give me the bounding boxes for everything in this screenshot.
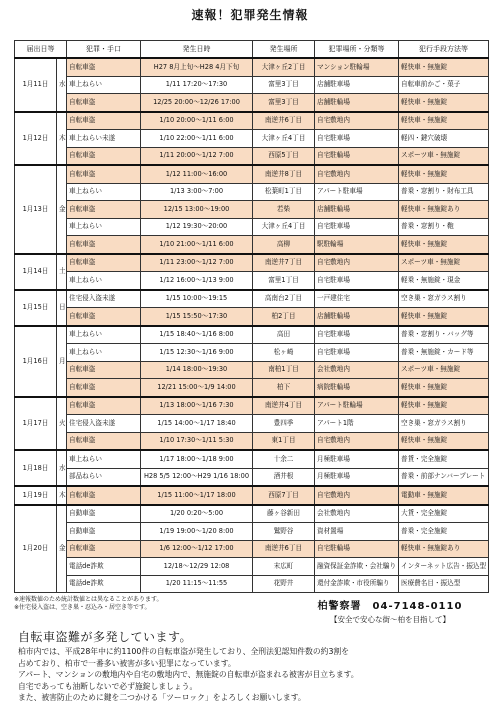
occurrence-place: 南逆井8丁目	[253, 165, 315, 183]
occurrence-place: 十余二	[253, 450, 315, 468]
day-of-week: 金	[57, 165, 67, 254]
crime-type: 自転車盗	[67, 94, 141, 112]
crime-type: 車上ねらい	[67, 326, 141, 344]
method: 電動車・無施錠	[399, 486, 489, 505]
occurrence-time: 1/12 16:00〜1/13 9:00	[141, 272, 253, 290]
report-date: 1月19日	[15, 486, 57, 505]
method: 軽快車・無施錠	[399, 379, 489, 397]
header-place: 発生場所	[253, 41, 315, 59]
crime-type: 自転車盗	[67, 165, 141, 183]
day-of-week: 木	[57, 112, 67, 166]
crime-type: 自転車盗	[67, 379, 141, 397]
table-row	[15, 112, 489, 130]
method: 普乗・窓割り・バッグ等	[399, 326, 489, 344]
crime-type: 自転車盗	[67, 254, 141, 272]
method: 軽快車・無施錠あり	[399, 201, 489, 219]
method: スポーツ車・無施錠	[399, 254, 489, 272]
police-phone: 柏警察署 04-7148-0110	[317, 601, 463, 612]
location-category: 自宅駐車場	[315, 272, 399, 290]
occurrence-time: 1/10 22:00〜1/11 6:00	[141, 130, 253, 148]
report-date: 1月13日	[15, 165, 57, 254]
crime-type: 車上ねらい	[67, 450, 141, 468]
table-row	[15, 76, 489, 94]
location-category: 自宅駐輪場	[315, 540, 399, 558]
occurrence-time: 1/15 18:40〜1/16 8:00	[141, 326, 253, 344]
location-category: 会社敷地内	[315, 361, 399, 379]
occurrence-place: 柏2丁目	[253, 308, 315, 326]
occurrence-place: 西原7丁目	[253, 486, 315, 505]
method: 軽四・鍵穴破壊	[399, 130, 489, 148]
day-of-week: 木	[57, 486, 67, 505]
notice-line: また、被害防止のために鍵を二つかける「ツーロック」をよろしくお願いします。	[18, 693, 306, 702]
occurrence-place: 藤ヶ谷新田	[253, 505, 315, 523]
occurrence-time: 1/19 19:00〜1/20 8:00	[141, 523, 253, 541]
table-row	[15, 94, 489, 112]
table-row	[15, 558, 489, 576]
table-row	[15, 201, 489, 219]
occurrence-place: 大津ヶ丘4丁目	[253, 130, 315, 148]
method: 軽快車・無施錠	[399, 112, 489, 130]
crime-type: 自転車盗	[67, 201, 141, 219]
occurrence-time: 12/18〜12/29 12:08	[141, 558, 253, 576]
crime-type: 住宅侵入盗未遂	[67, 415, 141, 433]
method: 普乗・完全施錠	[399, 523, 489, 541]
method: 空き巣・窓ガラス割り	[399, 415, 489, 433]
crime-type: 自転車盗	[67, 540, 141, 558]
location-category: アパート駐車場	[315, 183, 399, 201]
location-category: 自宅敷地内	[315, 432, 399, 450]
location-category: 自宅駐車場	[315, 130, 399, 148]
method: 軽快車・無施錠	[399, 58, 489, 76]
table-row	[15, 183, 489, 201]
day-of-week: 火	[57, 397, 67, 451]
occurrence-time: 1/11 17:20〜17:30	[141, 76, 253, 94]
location-category: 自宅敷地内	[315, 112, 399, 130]
notice-line: アパート、マンションの敷地内や自宅の敷地内で、無施錠の自転車が盗まれる被害が目立ちます。	[18, 670, 359, 679]
occurrence-place: 鷲野谷	[253, 523, 315, 541]
location-category: 資材置場	[315, 523, 399, 541]
crime-type: 自動車盗	[67, 523, 141, 541]
method: 軽快車・無施錠	[399, 397, 489, 415]
method: 普乗・前部ナンバープレート	[399, 468, 489, 486]
method: 軽快車・無施錠	[399, 165, 489, 183]
occurrence-time: 1/10 20:00〜1/11 6:00	[141, 112, 253, 130]
notice-heading: 自転車盗難が多発しています。	[18, 630, 193, 644]
table-row	[15, 505, 489, 523]
occurrence-place: 東1丁目	[253, 432, 315, 450]
report-date: 1月17日	[15, 397, 57, 451]
method: スポーツ車・無施錠	[399, 361, 489, 379]
table-row	[15, 130, 489, 148]
occurrence-time: 1/15 12:30〜1/16 9:00	[141, 344, 253, 362]
police-contact	[310, 600, 470, 625]
occurrence-time: 1/12 11:00〜16:00	[141, 165, 253, 183]
table-row	[15, 486, 489, 505]
notice-line: 占めており、柏市で一番多い被害が多い犯罪になっています。	[18, 658, 236, 668]
table-row	[15, 308, 489, 326]
method: 軽快車・無施錠	[399, 432, 489, 450]
location-category: 店舗駐輪場	[315, 308, 399, 326]
day-of-week: 水	[57, 450, 67, 486]
crime-type: 車上ねらい	[67, 76, 141, 94]
crime-type: 自転車盗	[67, 397, 141, 415]
police-motto: 【安全で安心な街〜柏を目指して】	[330, 615, 450, 624]
location-category: 自宅敷地内	[315, 254, 399, 272]
table-row	[15, 575, 489, 593]
crime-type: 自転車盗	[67, 361, 141, 379]
occurrence-place: 南柏1丁目	[253, 361, 315, 379]
occurrence-time: 1/12 19:30〜20:00	[141, 218, 253, 236]
table-row	[15, 290, 489, 308]
table-row	[15, 415, 489, 433]
location-category: 会社敷地内	[315, 505, 399, 523]
table-row	[15, 344, 489, 362]
occurrence-time: 12/25 20:00〜12/26 17:00	[141, 94, 253, 112]
method: インターネット広告・振込型	[399, 558, 489, 576]
occurrence-time: 12/21 15:00〜1/9 14:00	[141, 379, 253, 397]
location-category: 還付金詐欺・市役所騙り	[315, 575, 399, 593]
method: 自転車前かご・菓子	[399, 76, 489, 94]
occurrence-time: H27 8月上旬〜H28 4月下旬	[141, 58, 253, 76]
location-category: 自宅敷地内	[315, 165, 399, 183]
occurrence-place: 富里3丁目	[253, 76, 315, 94]
method: 軽快車・無施錠	[399, 94, 489, 112]
occurrence-place: 高南台2丁目	[253, 290, 315, 308]
occurrence-place: 末広町	[253, 558, 315, 576]
method: 軽快車・無施錠あり	[399, 540, 489, 558]
method: 普乗・無施錠・カード等	[399, 344, 489, 362]
table-row	[15, 432, 489, 450]
occurrence-time: 1/10 21:00〜1/11 6:00	[141, 236, 253, 254]
method: 医療費名目・振込型	[399, 575, 489, 593]
occurrence-place: 富里3丁目	[253, 94, 315, 112]
table-row	[15, 361, 489, 379]
location-category: 病院駐輪場	[315, 379, 399, 397]
table-row	[15, 58, 489, 76]
crime-type: 自転車盗	[67, 58, 141, 76]
crime-type: 自転車盗	[67, 432, 141, 450]
table-row	[15, 523, 489, 541]
table-header-row	[15, 41, 489, 59]
crime-type: 自動車盗	[67, 505, 141, 523]
crime-table-body	[15, 58, 489, 593]
notice-line: 柏市内では、平成28年中に約1100件の自転車盗が発生しており、全刑法犯認知件数の約3割を	[18, 647, 350, 656]
method: 軽快車・無施錠	[399, 308, 489, 326]
header-time: 発生日時	[141, 41, 253, 59]
method: 軽快車・無施錠	[399, 236, 489, 254]
table-row	[15, 379, 489, 397]
occurrence-time: 1/15 14:00〜1/17 18:40	[141, 415, 253, 433]
table-row	[15, 468, 489, 486]
report-date: 1月20日	[15, 505, 57, 593]
occurrence-time: 1/20 11:15〜11:55	[141, 575, 253, 593]
table-row	[15, 397, 489, 415]
crime-type: 自転車盗	[67, 147, 141, 165]
location-category: 店舗駐輪場	[315, 201, 399, 219]
occurrence-time: H28 5/5 12:00〜H29 1/16 18:00	[141, 468, 253, 486]
crime-type: 住宅侵入盗未遂	[67, 290, 141, 308]
header-date: 届出日等	[15, 41, 67, 59]
location-category: 月極駐車場	[315, 468, 399, 486]
occurrence-time: 1/13 18:00〜1/16 7:30	[141, 397, 253, 415]
table-row	[15, 540, 489, 558]
table-row	[15, 272, 489, 290]
day-of-week: 日	[57, 290, 67, 326]
occurrence-place: 西原5丁目	[253, 147, 315, 165]
method: 空き巣・窓ガラス割り	[399, 290, 489, 308]
occurrence-time: 12/15 13:00〜19:00	[141, 201, 253, 219]
occurrence-place: 花野井	[253, 575, 315, 593]
occurrence-place: 大津ヶ丘2丁目	[253, 58, 315, 76]
method: 軽乗・無施錠・現金	[399, 272, 489, 290]
crime-type: 自転車盗	[67, 486, 141, 505]
table-row	[15, 326, 489, 344]
table-row	[15, 218, 489, 236]
footnote: ※住宅侵入盗は、空き巣・忍込み・居空き等です。	[14, 604, 151, 611]
method: 普乗・窓割り・鞄	[399, 218, 489, 236]
occurrence-place: 南逆井7丁目	[253, 254, 315, 272]
location-category: 駅駐輪場	[315, 236, 399, 254]
location-category: マンション駐輪場	[315, 58, 399, 76]
crime-type: 車上ねらい	[67, 344, 141, 362]
crime-type: 自転車盗	[67, 308, 141, 326]
report-date: 1月16日	[15, 326, 57, 397]
report-date: 1月14日	[15, 254, 57, 290]
method: 大貨・完全施錠	[399, 505, 489, 523]
occurrence-time: 1/15 11:00〜1/17 18:00	[141, 486, 253, 505]
table-row	[15, 450, 489, 468]
notice-body	[18, 646, 488, 704]
table-row	[15, 165, 489, 183]
occurrence-place: 南逆井6丁目	[253, 540, 315, 558]
crime-type: 車上ねらい	[67, 272, 141, 290]
report-date: 1月15日	[15, 290, 57, 326]
report-date: 1月12日	[15, 112, 57, 166]
crime-type: 車上ねらい未遂	[67, 130, 141, 148]
occurrence-time: 1/15 10:00〜19:15	[141, 290, 253, 308]
occurrence-time: 1/17 18:00〜1/18 9:00	[141, 450, 253, 468]
location-category: 自宅駐車場	[315, 344, 399, 362]
table-row	[15, 236, 489, 254]
crime-table	[14, 40, 489, 593]
location-category: アパート駐輪場	[315, 397, 399, 415]
day-of-week: 土	[57, 254, 67, 290]
occurrence-place: 酒井根	[253, 468, 315, 486]
crime-type: 自転車盗	[67, 112, 141, 130]
page-title: 速報！犯罪発生情報	[191, 8, 309, 22]
occurrence-time: 1/20 0:20〜5:00	[141, 505, 253, 523]
occurrence-place: 高柳	[253, 236, 315, 254]
crime-type: 車上ねらい	[67, 183, 141, 201]
notice-line: 自宅であっても油断しないで必ず施錠しましょう。	[18, 681, 198, 691]
table-row	[15, 254, 489, 272]
method: 普乗・窓割り・財布工具	[399, 183, 489, 201]
occurrence-time: 1/10 17:30〜1/11 5:30	[141, 432, 253, 450]
location-category: 自宅駐車場	[315, 326, 399, 344]
day-of-week: 金	[57, 505, 67, 593]
crime-type: 電話de詐欺	[67, 558, 141, 576]
occurrence-time: 1/14 18:00〜19:30	[141, 361, 253, 379]
occurrence-time: 1/13 3:00〜7:00	[141, 183, 253, 201]
crime-type: 自転車盗	[67, 236, 141, 254]
location-category: 融資保証金詐欺・会社騙り	[315, 558, 399, 576]
occurrence-place: 大津ヶ丘4丁目	[253, 218, 315, 236]
header-type: 犯罪・手口	[67, 41, 141, 59]
occurrence-time: 1/15 15:50〜17:30	[141, 308, 253, 326]
location-category: 一戸建住宅	[315, 290, 399, 308]
crime-type: 車上ねらい	[67, 218, 141, 236]
location-category: 店舗駐車場	[315, 76, 399, 94]
occurrence-time: 1/11 20:00〜1/12 7:00	[141, 147, 253, 165]
footnote: ※速報数値のため統計数値とは異なることがあります。	[14, 596, 163, 603]
crime-type: 部品ねらい	[67, 468, 141, 486]
occurrence-place: 若柴	[253, 201, 315, 219]
location-category: 自宅駐車場	[315, 218, 399, 236]
occurrence-place: 柏下	[253, 379, 315, 397]
occurrence-place: 高田	[253, 326, 315, 344]
footnotes	[14, 596, 274, 612]
occurrence-place: 松葉町1丁目	[253, 183, 315, 201]
occurrence-place: 南逆井6丁目	[253, 112, 315, 130]
method: 普貨・完全施錠	[399, 450, 489, 468]
crime-type: 電話de詐欺	[67, 575, 141, 593]
location-category: 自宅駐輪場	[315, 147, 399, 165]
header-category: 犯罪場所・分類等	[315, 41, 399, 59]
occurrence-place: 豊四季	[253, 415, 315, 433]
occurrence-time: 1/11 23:00〜1/12 7:00	[141, 254, 253, 272]
occurrence-place: 南逆井4丁目	[253, 397, 315, 415]
report-date: 1月18日	[15, 450, 57, 486]
report-date: 1月11日	[15, 58, 57, 112]
day-of-week: 月	[57, 326, 67, 397]
location-category: アパート1階	[315, 415, 399, 433]
method: スポーツ車・無施錠	[399, 147, 489, 165]
occurrence-time: 1/6 12:00〜1/12 17:00	[141, 540, 253, 558]
location-category: 店舗駐輪場	[315, 94, 399, 112]
location-category: 自宅敷地内	[315, 486, 399, 505]
day-of-week: 水	[57, 58, 67, 112]
location-category: 月極駐車場	[315, 450, 399, 468]
occurrence-place: 富里1丁目	[253, 272, 315, 290]
occurrence-place: 松ヶ崎	[253, 344, 315, 362]
header-means: 犯行手段方法等	[399, 41, 489, 59]
table-row	[15, 147, 489, 165]
